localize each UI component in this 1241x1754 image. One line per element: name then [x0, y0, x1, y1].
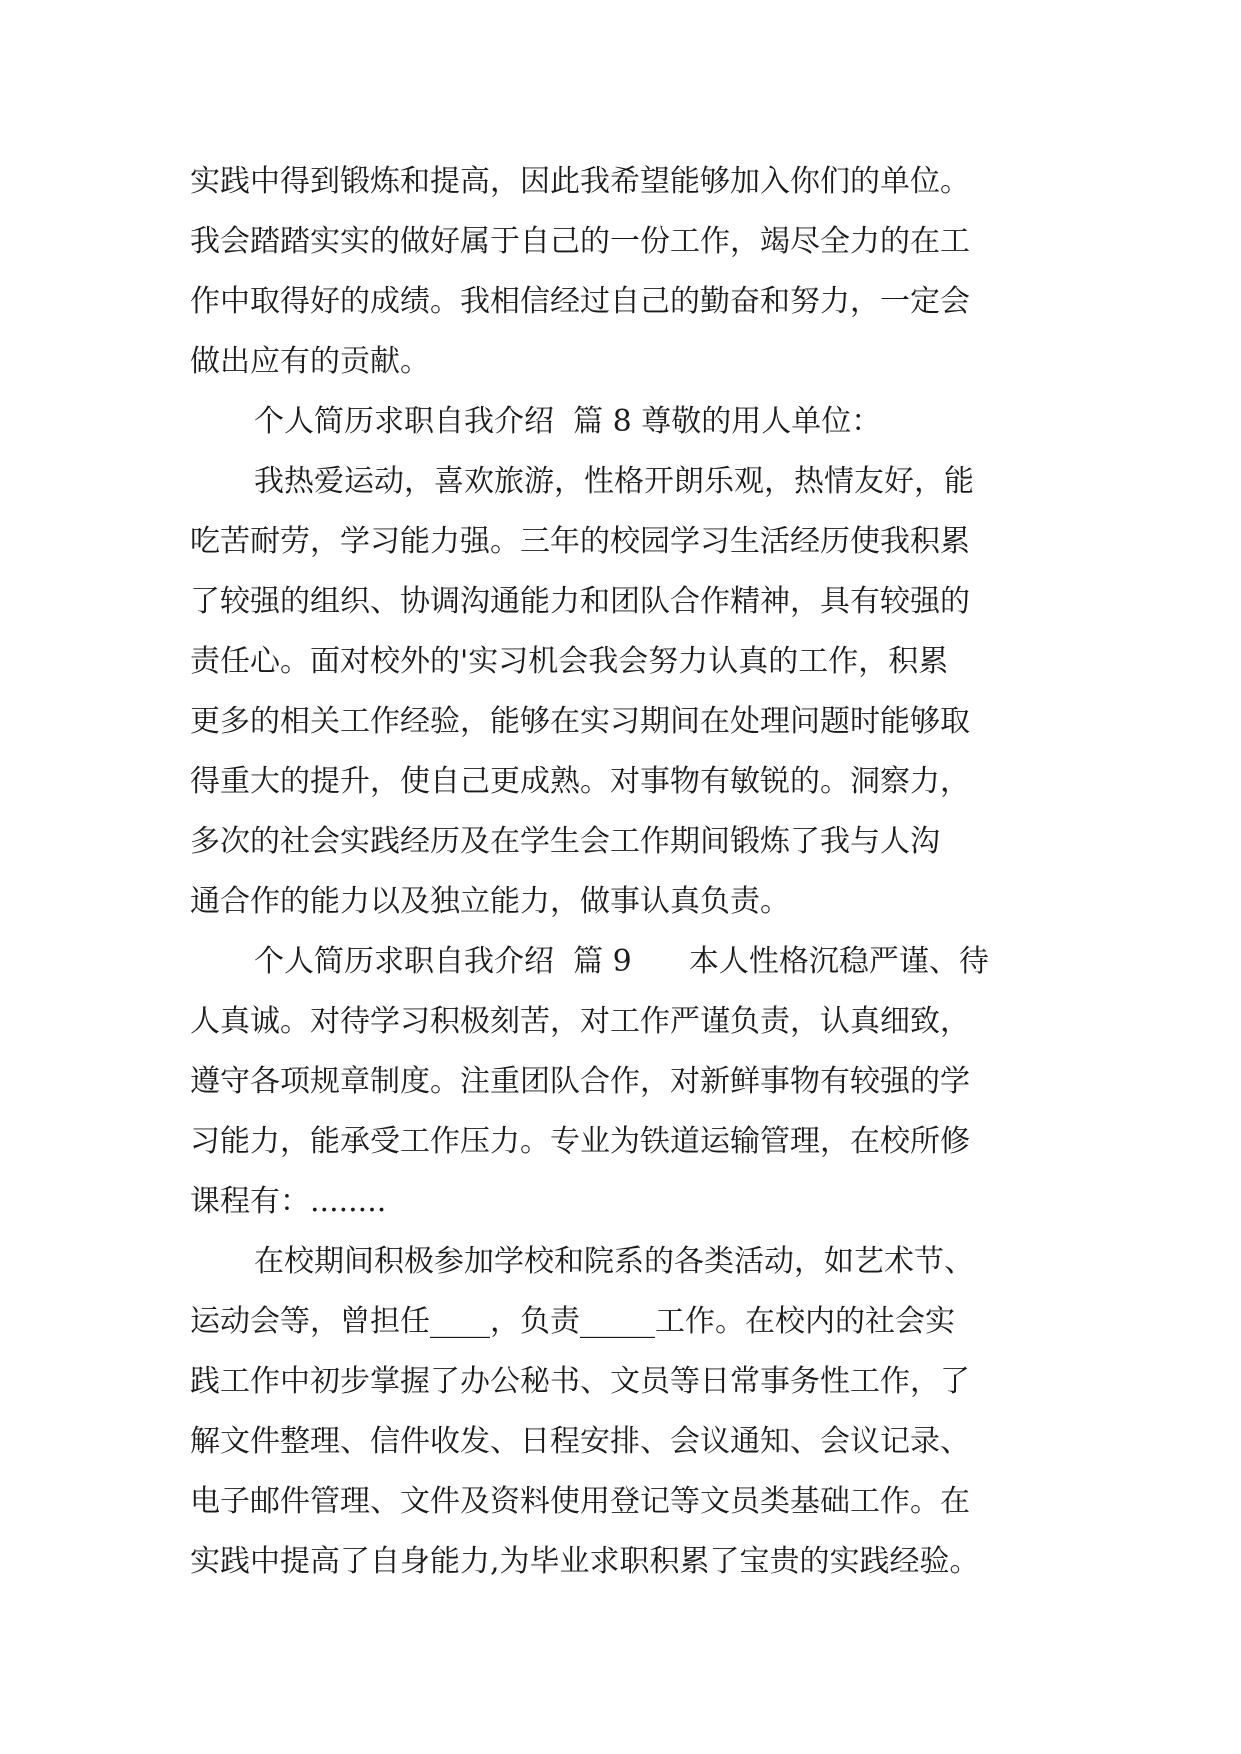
text-line: 实践中得到锻炼和提高，因此我希望能够加入你们的单位。	[190, 164, 970, 199]
text-line: 做出应有的贡献。	[190, 344, 430, 379]
text-line: 更多的相关工作经验，能够在实习期间在处理问题时能够取	[190, 704, 970, 739]
text-line: 运动会等，曾担任____，负责_____工作。在校内的社会实	[190, 1304, 955, 1339]
text-line: 责任心。面对校外的'实习机会我会努力认真的工作，积累	[190, 644, 949, 679]
paragraph-start: 我热爱运动，喜欢旅游，性格开朗乐观，热情友好，能	[254, 464, 974, 499]
text-line: 吃苦耐劳，学习能力强。三年的校园学习生活经历使我积累	[190, 524, 970, 559]
text-line: 遵守各项规章制度。注重团队合作，对新鲜事物有较强的学	[190, 1064, 970, 1099]
text-line: 解文件整理、信件收发、日程安排、会议通知、会议记录、	[190, 1424, 970, 1459]
text-line: 人真诚。对待学习积极刻苦，对工作严谨负责，认真细致，	[190, 1004, 970, 1039]
text-line: 得重大的提升，使自己更成熟。对事物有敏锐的。洞察力，	[190, 764, 970, 799]
paragraph-start: 在校期间积极参加学校和院系的各类活动，如艺术节、	[254, 1244, 974, 1279]
text-line: 了较强的组织、协调沟通能力和团队合作精神，具有较强的	[190, 584, 970, 619]
text-line: 践工作中初步掌握了办公秘书、文员等日常事务性工作，了	[190, 1364, 970, 1399]
text-line: 课程有：........	[190, 1184, 387, 1219]
section-heading-8: 个人简历求职自我介绍 篇 8 尊敬的用人单位：	[254, 404, 882, 439]
text-line: 作中取得好的成绩。我相信经过自己的勤奋和努力，一定会	[190, 284, 970, 319]
text-line: 通合作的能力以及独立能力，做事认真负责。	[190, 884, 790, 919]
document-body	[190, 152, 1070, 1592]
section-heading-9: 个人简历求职自我介绍 篇 9 本人性格沉稳严谨、待	[254, 944, 989, 979]
text-line: 我会踏踏实实的做好属于自己的一份工作，竭尽全力的在工	[190, 224, 970, 259]
text-line: 多次的社会实践经历及在学生会工作期间锻炼了我与人沟	[190, 824, 940, 859]
text-line: 习能力，能承受工作压力。专业为铁道运输管理，在校所修	[190, 1124, 970, 1159]
text-line: 电子邮件管理、文件及资料使用登记等文员类基础工作。在	[190, 1484, 970, 1519]
text-line: 实践中提高了自身能力,为毕业求职积累了宝贵的实践经验。	[190, 1544, 980, 1579]
